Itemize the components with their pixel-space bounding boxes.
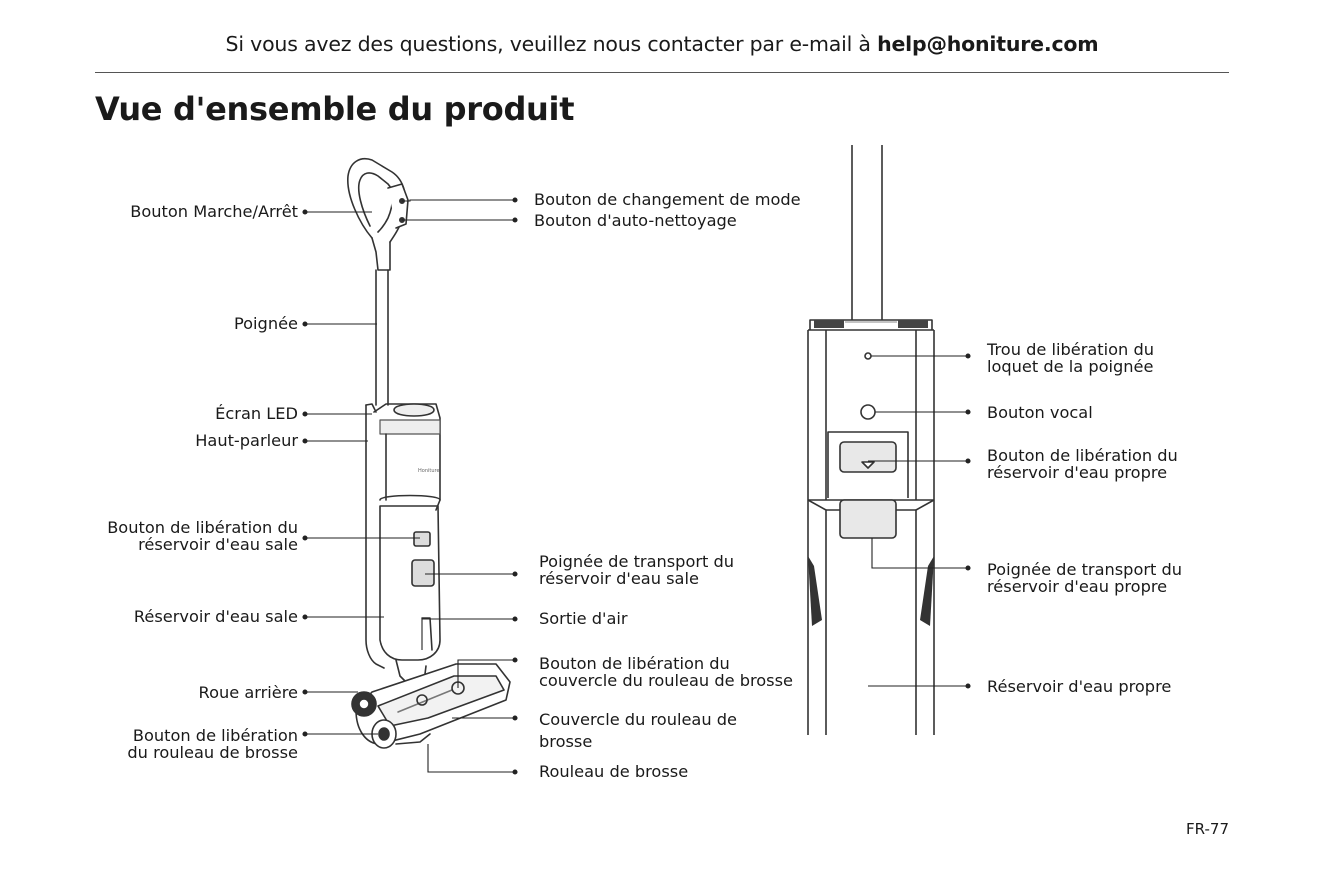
- label-line: Bouton de libération du: [539, 654, 730, 673]
- label-dirty-tank-release: [107, 519, 298, 553]
- page-number: FR-77: [1186, 820, 1229, 838]
- label-dirty-tank-carry: [539, 553, 734, 587]
- label-speaker: Haut-parleur: [195, 431, 298, 450]
- contact-text: Si vous avez des questions, veuillez nous contacter par e-mail à: [225, 32, 878, 56]
- label-clean-tank: Réservoir d'eau propre: [987, 677, 1172, 696]
- label-line: Bouton de libération du: [987, 446, 1178, 465]
- page-title: Vue d'ensemble du produit: [95, 90, 575, 128]
- label-brush-cover-release: [539, 655, 793, 689]
- label-line: réservoir d'eau sale: [138, 535, 298, 554]
- label-voice-button: Bouton vocal: [987, 403, 1093, 422]
- label-handle-latch-hole: [987, 341, 1154, 375]
- label-brush-roll: Rouleau de brosse: [539, 762, 689, 781]
- body-back: [366, 405, 384, 668]
- label-line: réservoir d'eau propre: [987, 577, 1168, 596]
- label-line: loquet de la poignée: [987, 357, 1154, 376]
- vacuum-front-closeup: [808, 145, 934, 735]
- dirty-tank-release-button: [414, 532, 430, 546]
- led-screen: [394, 404, 434, 416]
- contact-email[interactable]: help@honiture.com: [877, 32, 1099, 56]
- clean-tank-carry-handle: [840, 500, 896, 538]
- dirty-tank-carry-handle: [412, 560, 434, 586]
- brand-mark: Honiture: [418, 468, 440, 474]
- label-line: Poignée de transport du: [539, 552, 735, 571]
- label-clean-tank-release: [987, 447, 1178, 481]
- label-line: Poignée de transport du: [987, 560, 1183, 579]
- label-dirty-tank: Réservoir d'eau sale: [133, 607, 298, 626]
- label-brush-roll-release: [127, 727, 298, 761]
- label-air-outlet: Sortie d'air: [539, 609, 628, 628]
- label-line: du rouleau de brosse: [127, 743, 298, 762]
- air-outlet: [422, 618, 432, 650]
- label-line: couvercle du rouleau de brosse: [539, 671, 794, 690]
- label-line: Trou de libération du: [987, 340, 1154, 359]
- label-line: Couvercle du rouleau de: [539, 710, 737, 729]
- label-line: brosse: [539, 732, 593, 751]
- label-line: Bouton de libération du: [107, 518, 298, 537]
- label-mode-button: Bouton de changement de mode: [534, 190, 801, 209]
- label-line: Bouton de libération: [132, 726, 298, 745]
- voice-button: [861, 405, 875, 419]
- label-brush-cover: [539, 709, 737, 753]
- label-clean-tank-carry: [987, 561, 1182, 595]
- label-self-clean-button: Bouton d'auto-nettoyage: [534, 211, 737, 230]
- latch-hole: [865, 353, 871, 359]
- label-handle: Poignée: [233, 314, 298, 333]
- label-led-screen: Écran LED: [215, 404, 298, 423]
- label-power-button: Bouton Marche/Arrêt: [130, 202, 298, 221]
- label-line: réservoir d'eau propre: [987, 463, 1168, 482]
- label-line: réservoir d'eau sale: [539, 569, 699, 588]
- label-rear-wheel: Roue arrière: [198, 683, 298, 702]
